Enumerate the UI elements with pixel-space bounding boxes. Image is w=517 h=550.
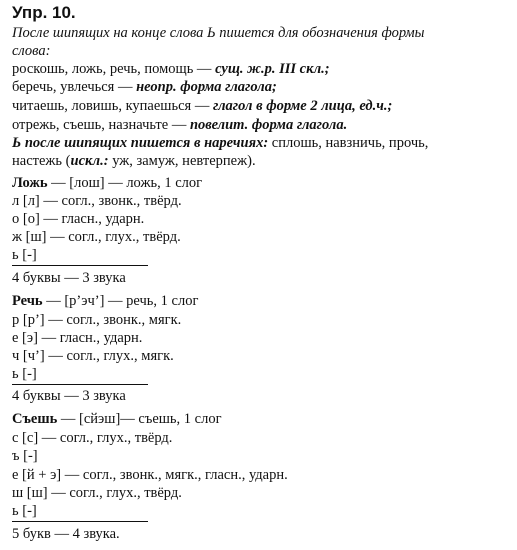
analysis-row: ь [-] xyxy=(12,247,37,263)
example-line xyxy=(12,97,392,115)
adverb-rule-text: Ь после шипящих пишется в наречиях: xyxy=(12,135,272,151)
example-line xyxy=(12,116,347,134)
analysis-row: ь [-] xyxy=(12,503,37,519)
analysis-summary: 4 буквы — 3 звука xyxy=(12,388,126,404)
divider xyxy=(12,384,148,385)
analysis-word: Ложь xyxy=(12,175,48,191)
adverb-example: настежь xyxy=(12,153,66,169)
analysis-header xyxy=(12,174,202,192)
analysis-row: о [о] — гласн., ударн. xyxy=(12,211,145,227)
analysis-header xyxy=(12,410,222,428)
example-words: беречь, увлечься — xyxy=(12,79,137,95)
exception-words: уж, замуж, невтерпеж xyxy=(108,153,248,169)
analysis-row: ь [-] xyxy=(12,366,37,382)
analysis-transcription: — [сйэш]— съешь, 1 слог xyxy=(57,411,222,427)
analysis-row: ч [ч’] — согл., глух., мягк. xyxy=(12,348,174,364)
example-note: повелит. форма глагола. xyxy=(189,117,348,133)
adverb-examples: сплошь, навзничь, прочь, xyxy=(271,135,429,151)
analysis-row: ъ [-] xyxy=(12,448,38,464)
exercise-title: Упр. 10. xyxy=(12,3,76,22)
analysis-row: с [с] — согл., глух., твёрд. xyxy=(12,430,173,446)
rule-line-2: слова: xyxy=(12,43,51,59)
example-note: глагол в форме 2 лица, ед.ч.; xyxy=(212,98,393,114)
exception-close: ). xyxy=(247,153,256,169)
analysis-row: ж [ш] — согл., глух., твёрд. xyxy=(12,229,181,245)
analysis-transcription: — [р’эч’] — речь, 1 слог xyxy=(42,293,199,309)
analysis-word: Речь xyxy=(12,293,43,309)
analysis-transcription: — [лош] — ложь, 1 слог xyxy=(47,175,203,191)
exception-open: ( xyxy=(65,153,71,169)
example-words: читаешь, ловишь, купаешься — xyxy=(12,98,213,114)
rule-line-1: После шипящих на конце слова Ь пишется для обозначения формы xyxy=(12,25,425,41)
analysis-row: е [й + э] — согл., звонк., мягк., гласн., ударн. xyxy=(12,467,288,483)
analysis-header xyxy=(12,292,198,310)
analysis-row: е [э] — гласн., ударн. xyxy=(12,330,143,346)
adverb-rule-line-2 xyxy=(12,152,256,170)
analysis-row: ш [ш] — согл., глух., твёрд. xyxy=(12,485,182,501)
divider xyxy=(12,521,148,522)
divider xyxy=(12,265,148,266)
analysis-row: л [л] — согл., звонк., твёрд. xyxy=(12,193,182,209)
example-line xyxy=(12,78,277,96)
adverb-rule-line-1 xyxy=(12,134,428,152)
analysis-word: Съешь xyxy=(12,411,58,427)
analysis-summary: 5 букв — 4 звука. xyxy=(12,526,120,542)
analysis-summary: 4 буквы — 3 звука xyxy=(12,270,126,286)
exception-label: искл.: xyxy=(70,153,109,169)
example-words: отрежь, съешь, назначьте — xyxy=(12,117,190,133)
example-note: сущ. ж.р. III скл.; xyxy=(215,61,330,77)
example-words: роскошь, ложь, речь, помощь — xyxy=(12,61,216,77)
analysis-row: р [р’] — согл., звонк., мягк. xyxy=(12,312,182,328)
example-line xyxy=(12,60,330,78)
example-note: неопр. форма глагола; xyxy=(136,79,277,95)
